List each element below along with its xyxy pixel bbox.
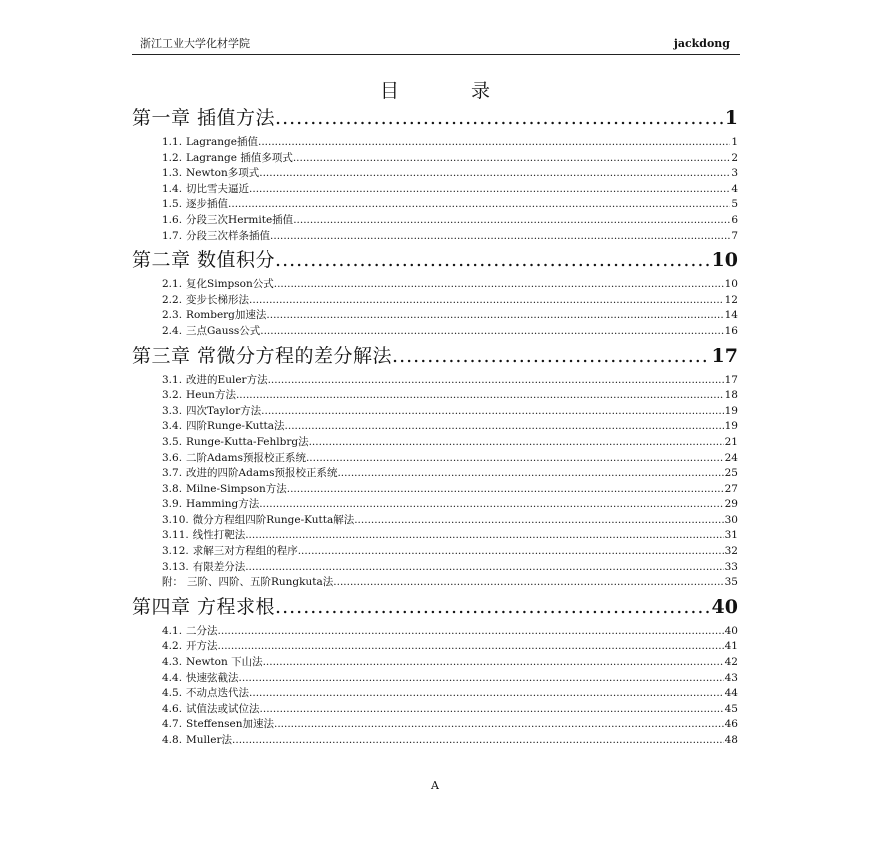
toc-section-entry[interactable] (132, 308, 738, 324)
section-title: Heun方法 (186, 389, 236, 402)
section-title: 三点Gauss公式 (186, 324, 261, 337)
toc-section-entry[interactable] (132, 293, 738, 309)
toc-section-entry[interactable] (132, 324, 738, 340)
leader-dots (270, 229, 730, 245)
section-title: Newton 下山法 (186, 656, 263, 669)
section-page-number: 17 (724, 373, 738, 386)
section-title: Muller法 (186, 734, 233, 746)
toc-section-entry[interactable] (132, 419, 738, 435)
section-title: Steffensen加速法 (186, 718, 274, 731)
leader-dots (260, 324, 723, 340)
section-number: 3.10. (162, 513, 189, 526)
section-title: 开方法 (186, 640, 218, 653)
section-page-number: 12 (724, 293, 738, 306)
toc-section-entry[interactable] (132, 388, 738, 404)
chapter-label: 第一章 插值方法 (132, 107, 276, 129)
section-title: Lagrange 插值多项式 (186, 151, 293, 164)
section-title: 二阶Adams预报校正系统 (186, 451, 306, 464)
section-number: 1.5. (162, 198, 183, 211)
section-page-number: 48 (724, 734, 738, 746)
toc-chapter-entry[interactable] (132, 340, 738, 373)
section-number: 3.3. (162, 404, 183, 417)
section-title: 不动点迭代法 (186, 687, 250, 700)
leader-dots (245, 560, 723, 576)
section-page-number: 24 (724, 451, 738, 464)
section-title: 复化Simpson公式 (186, 278, 274, 291)
section-number: 4.8. (162, 734, 183, 746)
toc-section-entry[interactable] (132, 482, 738, 498)
section-page-number: 43 (724, 671, 738, 684)
section-title: 改进的四阶Adams预报校正系统 (186, 467, 338, 480)
section-number: 1.6. (162, 213, 183, 226)
section-number: 2.1. (162, 278, 183, 291)
chapter-page-number: 10 (711, 249, 738, 272)
section-number: 1.3. (162, 167, 183, 180)
section-page-number: 25 (724, 467, 738, 480)
section-number: 2.3. (162, 309, 183, 322)
section-title: 四次Taylor方法 (186, 404, 262, 417)
leader-dots (259, 166, 730, 182)
toc-section-entry[interactable] (132, 528, 738, 544)
page-footer: A (431, 779, 439, 792)
chapter-label: 第四章 方程求根 (132, 595, 276, 618)
section-page-number: 19 (724, 404, 738, 417)
leader-dots (261, 404, 723, 420)
toc-section-entry[interactable] (132, 513, 738, 529)
section-title: Runge-Kutta-Fehlbrg法 (186, 435, 309, 448)
section-page-number: 46 (724, 718, 738, 731)
leader-dots (337, 466, 723, 482)
section-number: 4.3. (162, 656, 183, 669)
leader-dots (259, 497, 723, 513)
leader-dots (263, 655, 724, 671)
toc-section-entry[interactable] (132, 135, 738, 151)
toc-title (380, 76, 490, 103)
section-number: 3.4. (162, 420, 183, 433)
toc-section-entry[interactable] (132, 497, 738, 513)
section-page-number: 29 (724, 498, 738, 511)
section-page-number: 4 (731, 182, 738, 195)
section-page-number: 27 (724, 482, 738, 495)
chapter-page-number: 1 (724, 107, 738, 129)
section-number: 3.5. (162, 435, 183, 448)
toc-chapter-entry[interactable] (132, 244, 738, 277)
leader-dots (275, 591, 710, 624)
section-title: 改进的Euler方法 (186, 373, 268, 386)
toc-section-entry[interactable] (132, 229, 738, 245)
toc-section-entry[interactable] (132, 213, 738, 229)
chapter-page-number: 40 (711, 595, 738, 618)
header-institution: 浙江工业大学化材学院 (140, 37, 250, 50)
section-title: 快速弦截法 (186, 671, 239, 684)
section-title: 分段三次Hermite插值 (186, 213, 294, 226)
section-page-number: 31 (724, 529, 738, 542)
leader-dots (228, 197, 730, 213)
toc-section-entry[interactable] (132, 702, 738, 718)
section-page-number: 16 (724, 324, 738, 337)
section-page-number: 44 (724, 687, 738, 700)
leader-dots (239, 671, 724, 687)
section-page-number: 32 (724, 545, 738, 558)
section-number: 3.11. (162, 529, 189, 542)
leader-dots (354, 513, 723, 529)
toc-section-entry[interactable] (132, 404, 738, 420)
section-page-number: 19 (724, 420, 738, 433)
toc-section-entry[interactable] (132, 655, 738, 671)
toc-chapter-entry[interactable] (132, 102, 738, 135)
toc-title-char-1: 目 (380, 80, 400, 102)
table-of-contents (132, 102, 738, 749)
section-number: 4.2. (162, 640, 183, 653)
section-number: 3.12. (162, 545, 189, 558)
leader-dots (249, 293, 724, 309)
leader-dots (218, 624, 724, 640)
toc-section-entry[interactable] (132, 277, 738, 293)
toc-section-entry[interactable] (132, 624, 738, 640)
section-title: 切比雪夫逼近 (186, 182, 250, 195)
toc-section-entry[interactable] (132, 560, 738, 576)
leader-dots (309, 435, 724, 451)
toc-title-char-2: 录 (470, 80, 490, 102)
page-header (132, 38, 740, 55)
section-title: 求解三对方程组的程序 (192, 545, 298, 558)
section-number: 3.8. (162, 482, 183, 495)
toc-section-entry[interactable] (132, 639, 738, 655)
toc-section-entry[interactable] (132, 671, 738, 687)
toc-section-entry[interactable] (132, 197, 738, 213)
section-page-number: 10 (724, 278, 738, 291)
section-number: 1.2. (162, 151, 183, 164)
section-number: 1.4. (162, 182, 183, 195)
leader-dots (293, 151, 730, 167)
section-number: 4.5. (162, 687, 183, 700)
section-title: 线性打靶法 (192, 529, 246, 542)
section-number: 3.9. (162, 498, 183, 511)
toc-section-entry[interactable] (132, 544, 738, 560)
leader-dots (258, 135, 730, 151)
toc-section-entry[interactable] (132, 182, 738, 198)
section-number: 1.1. (162, 136, 183, 148)
chapter-label: 第三章 常微分方程的差分解法 (132, 344, 393, 367)
toc-section-entry[interactable] (132, 151, 738, 167)
section-page-number: 40 (724, 624, 738, 637)
section-number: 4.6. (162, 702, 183, 715)
section-number: 3.6. (162, 451, 183, 464)
section-number: 2.2. (162, 293, 183, 306)
section-number: 3.1. (162, 373, 183, 386)
leader-dots (293, 213, 730, 229)
toc-chapter-entry[interactable] (132, 591, 738, 624)
leader-dots (249, 686, 724, 702)
section-page-number: 2 (731, 151, 738, 164)
leader-dots (249, 182, 730, 198)
section-page-number: 45 (724, 702, 738, 715)
section-number: 3.13. (162, 560, 189, 573)
leader-dots (218, 639, 724, 655)
section-title: 分段三次样条插值 (186, 229, 271, 242)
section-number: 4.1. (162, 624, 183, 637)
leader-dots (260, 702, 724, 718)
section-page-number: 21 (724, 435, 738, 448)
section-number: 4.4. (162, 671, 183, 684)
section-page-number: 14 (724, 309, 738, 322)
toc-section-entry[interactable] (132, 373, 738, 389)
section-title: 四阶Runge-Kutta法 (186, 420, 285, 433)
leader-dots (275, 102, 723, 135)
header-author: jackdong (673, 37, 730, 50)
section-page-number: 35 (724, 576, 738, 589)
section-page-number: 3 (731, 167, 738, 180)
section-page-number: 42 (724, 656, 738, 669)
section-page-number: 6 (731, 213, 738, 226)
section-page-number: 5 (731, 198, 738, 211)
leader-dots (298, 544, 724, 560)
section-title: Milne-Simpson方法 (186, 482, 287, 495)
leader-dots (236, 388, 724, 404)
section-page-number: 41 (724, 640, 738, 653)
section-title: 逐步插值 (186, 198, 229, 211)
leader-dots (245, 528, 723, 544)
section-title: 试值法或试位法 (186, 702, 260, 715)
section-title: Newton多项式 (186, 167, 260, 180)
toc-section-entry[interactable] (132, 435, 738, 451)
section-number: 3.2. (162, 389, 183, 402)
toc-section-entry[interactable] (132, 166, 738, 182)
leader-dots (232, 733, 724, 749)
section-page-number: 33 (724, 560, 738, 573)
section-title: Lagrange插值 (186, 136, 258, 148)
leader-dots (274, 717, 724, 733)
section-title: 微分方程组四阶Runge-Kutta解法 (192, 513, 355, 526)
toc-section-entry[interactable] (132, 575, 738, 591)
leader-dots (287, 482, 724, 498)
chapter-page-number: 17 (711, 344, 738, 367)
section-title: 变步长梯形法 (186, 293, 250, 306)
section-number: 附： (162, 576, 183, 589)
section-title: Hamming方法 (186, 498, 260, 511)
toc-section-entry[interactable] (132, 686, 738, 702)
section-title: Romberg加速法 (186, 309, 267, 322)
section-page-number: 18 (724, 389, 738, 402)
toc-section-entry[interactable] (132, 733, 738, 749)
leader-dots (268, 373, 724, 389)
chapter-label: 第二章 数值积分 (132, 249, 276, 272)
section-page-number: 1 (731, 136, 738, 148)
leader-dots (306, 451, 724, 467)
section-title: 三阶、四阶、五阶Rungkuta法 (187, 576, 334, 589)
toc-section-entry[interactable] (132, 466, 738, 482)
toc-section-entry[interactable] (132, 451, 738, 467)
leader-dots (266, 308, 723, 324)
leader-dots (333, 575, 723, 591)
toc-section-entry[interactable] (132, 717, 738, 733)
leader-dots (285, 419, 724, 435)
leader-dots (274, 277, 724, 293)
section-page-number: 7 (731, 229, 738, 242)
section-number: 2.4. (162, 324, 183, 337)
section-number: 4.7. (162, 718, 183, 731)
section-page-number: 30 (724, 513, 738, 526)
section-number: 3.7. (162, 467, 183, 480)
section-number: 1.7. (162, 229, 183, 242)
section-title: 有限差分法 (192, 560, 246, 573)
section-title: 二分法 (186, 624, 218, 637)
leader-dots (275, 244, 710, 277)
leader-dots (392, 340, 710, 373)
